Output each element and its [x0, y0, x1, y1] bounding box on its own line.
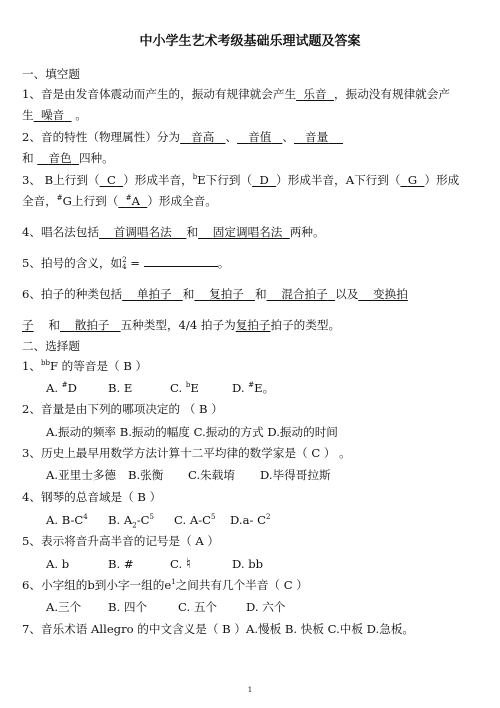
q6-answer-4-end: 子: [22, 318, 34, 332]
c4-option-b: B. $A_2-C^5$: [108, 513, 154, 530]
choice-question-1: 1、$^{bb}$F 的等音是（ B ）: [22, 359, 148, 373]
c5-option-b: B. #: [108, 557, 134, 571]
section-choice-heading: 二、选择题: [22, 339, 80, 353]
q1-text-a: 1、音是由发音体震动而产生的，振动有规律就会产生: [22, 87, 297, 101]
c3-option-d: D.毕得哥拉斯: [260, 468, 331, 482]
c3-option-b: B.张衡: [128, 468, 164, 482]
q5-blank: [144, 256, 218, 267]
fill-question-2-cont: 和 音色 四种。: [22, 151, 114, 165]
double-flat-sign: bb: [40, 359, 50, 368]
sharp-sign: #: [56, 194, 63, 203]
section-fill-blank-heading: 一、填空题: [22, 67, 80, 81]
c4-option-c: C. $A-C^5$: [174, 513, 216, 527]
q2-answer-3: 音量: [305, 130, 329, 144]
c6-option-c: C. 五个: [178, 600, 218, 614]
c1-option-d: D. #E。: [232, 381, 275, 395]
choice-question-3-options: [46, 467, 486, 483]
c1-option-b: B. E: [108, 381, 133, 395]
c5-option-c: C. ♮: [170, 556, 191, 572]
q2-answer-4: 音色: [48, 151, 72, 165]
choice-question-4-options: [46, 512, 486, 528]
natural-sign-icon: ♮: [185, 556, 191, 572]
c1-option-a: A. #D: [46, 381, 77, 395]
time-signature-fraction: 2 4: [122, 256, 127, 271]
choice-question-6-options: [46, 599, 486, 615]
q6-answer-4: 变换拍: [373, 287, 408, 301]
c4-option-d: D.a- $C^2$: [230, 513, 271, 527]
fill-question-5: 5、拍号的含义，如2 4 = 。: [22, 256, 230, 271]
q3-answer-4: #A: [125, 194, 140, 208]
choice-question-4: 4、钢琴的总音域是（ B ）: [22, 490, 162, 504]
c1-option-c: C. $^b$E: [170, 381, 199, 395]
q4-answer-1: 首调唱名法: [113, 225, 172, 239]
fill-question-3: 3、 B上行到（ C ）形成半音，$^b$E下行到（ D ）形成半音，A下行到（ G ）形成: [22, 173, 460, 187]
c4-option-a: A. $B-C^4$: [46, 513, 88, 527]
page-number: 1: [247, 686, 253, 694]
q6-answer-2: 复拍子: [209, 287, 244, 301]
choice-question-2: 2、音量是由下列的哪项决定的 （ B ）: [22, 402, 223, 416]
fill-question-6-cont: 子 和 散拍子 五种类型，4/4 拍子为复拍子拍子的类型。: [22, 318, 341, 332]
q3-answer-2: D: [259, 173, 269, 187]
choice-question-6: 6、小字组的b到小字一组的$e^1$之间共有几个半音（ C ）: [22, 578, 308, 592]
choice-question-3: 3、历史上最早用数学方法计算十二平均律的数学家是（ C ） 。: [22, 446, 351, 460]
c3-option-c: C.朱载堉: [188, 468, 235, 482]
c6-option-a: A.三个: [46, 600, 82, 614]
q6-answer-3: 混合拍子: [281, 287, 328, 301]
fill-question-1: [22, 86, 486, 102]
choice-question-1-options: [46, 380, 486, 396]
q1-answer-1: 乐音: [303, 87, 327, 101]
page-title: 中小学生艺术考级基础乐理试题及答案: [139, 34, 361, 49]
q2-answer-1: 音高: [191, 130, 215, 144]
c5-option-a: A. b: [46, 557, 70, 571]
fill-question-2: 2、音的特性（物理属性）分为 音高 、 音值 、 音量: [22, 129, 486, 145]
q2-answer-2: 音值: [248, 130, 272, 144]
choice-question-5-options: [46, 556, 486, 572]
q1-answer-2: 噪音: [40, 108, 65, 122]
c6-option-d: D. 六个: [246, 600, 286, 614]
q1-text-c: 生: [22, 108, 34, 122]
q6-answer-1: 单拍子: [136, 287, 172, 301]
q1-text-b: ，振动没有规律就会产: [334, 87, 450, 101]
q3-answer-1: C: [106, 173, 116, 187]
c6-option-b: B. 四个: [108, 600, 148, 614]
fill-question-6: 6、拍子的种类包括 单拍子 和 复拍子 和 混合拍子 以及 变换拍: [22, 287, 408, 301]
flat-sign: b: [192, 173, 198, 182]
q3-answer-3: G: [407, 173, 418, 187]
c3-option-a: A.亚里士多德: [46, 468, 117, 482]
choice-question-2-options: A.振动的频率 B.振动的幅度 C.振动的方式 D.振动的时间: [46, 425, 338, 439]
fill-question-1-cont: 生 噪音 。: [22, 108, 87, 122]
q6-answer-5: 散拍子: [74, 318, 110, 332]
choice-question-5: 5、表示将音升高半音的记号是（ A ）: [22, 534, 220, 548]
fill-question-4: 4、唱名法包括 首调唱名法 和 固定调唱名法 两种。: [22, 225, 325, 239]
choice-question-7: 7、音乐术语 Allegro 的中文含义是（ B ）A.慢板 B. 快板 C.中板 D.急板。: [22, 622, 415, 636]
c5-option-d: D. bb: [232, 557, 264, 571]
q4-answer-2: 固定调唱名法: [212, 225, 283, 239]
q6-answer-6: 复拍子: [235, 318, 271, 332]
fill-question-3-cont: 全音，#G上行到（ #A ）形成全音。: [22, 194, 217, 208]
